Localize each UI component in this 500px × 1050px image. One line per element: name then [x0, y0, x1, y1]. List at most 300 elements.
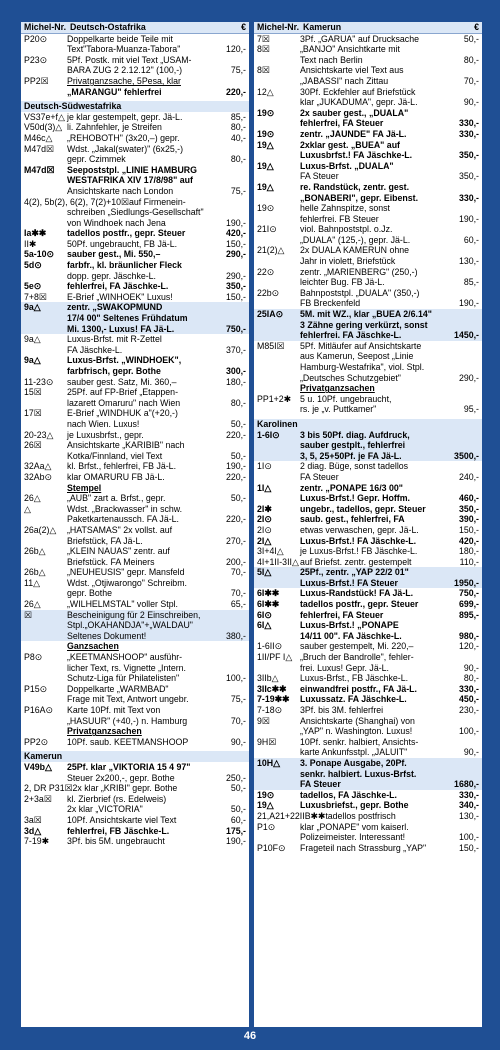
catalog-number: 7☒	[257, 33, 270, 44]
lot-description: 17/4 00" Seltenes Frühdatum	[67, 313, 188, 324]
catalog-number	[24, 419, 67, 430]
listing-row	[21, 631, 249, 642]
lot-description: BARA ZUG 2 2.12.12" (100,-)	[67, 65, 183, 76]
listing-row	[254, 373, 482, 384]
catalog-number: 26a(2)△	[24, 524, 57, 535]
catalog-number: 19△	[257, 160, 274, 171]
catalog-number: 19⊙	[257, 107, 275, 118]
catalog-number	[257, 320, 300, 331]
listing-row	[254, 641, 482, 652]
lot-description: 10Pf. senkr. halbiert, Ansichts-	[300, 736, 419, 747]
lot-description: Ansichtskarte viel Text aus	[300, 65, 404, 76]
lot-price: 220,-	[225, 86, 246, 97]
catalog-number: 7-19✱	[24, 836, 49, 847]
section-title: Karolinen	[257, 418, 298, 429]
lot-price: 100,-	[458, 726, 479, 737]
lot-description: „HATSAMAS" 2x vollst. auf	[67, 524, 173, 535]
catalog-number	[24, 175, 67, 186]
lot-description: sauber gestplt., fehlerfrei	[300, 440, 406, 451]
listing-row	[21, 610, 249, 621]
listing-row	[21, 44, 249, 55]
lot-price: 420,-	[458, 535, 479, 546]
lot-description: lazarett Omaruru" nach Wien	[67, 397, 181, 408]
catalog-number	[257, 97, 300, 108]
lot-description: „NEUHEUSIS" gepr. Mansfeld	[67, 567, 185, 578]
catalog-number	[24, 716, 67, 727]
catalog-number: 21,A21+22IIB✱✱	[257, 810, 326, 821]
listing-row	[254, 588, 482, 599]
lot-description: Luxusbrfst.! FA Jäschke-L.	[300, 150, 413, 161]
lot-price: 130,-	[458, 810, 479, 821]
catalog-number	[24, 87, 67, 98]
listing-row	[254, 599, 482, 610]
lot-price: 699,-	[458, 599, 479, 610]
listing-row	[21, 144, 249, 155]
catalog-number: 5e⊙	[24, 281, 42, 292]
catalog-number: 7-19✱✱	[257, 694, 290, 705]
listing-row	[254, 362, 482, 373]
lot-description: Wdst. „Brackwasser" in schw.	[67, 503, 183, 514]
lot-description: zentr. „JAUNDE" FA Jä-L.	[300, 128, 407, 139]
lot-description: tadellos, FA Jäschke-L.	[300, 789, 397, 800]
lot-description: „WILHELMSTAL" voller Stpl.	[67, 599, 178, 610]
listing-row	[254, 769, 482, 780]
listing-row	[254, 65, 482, 76]
listing-row	[21, 726, 249, 737]
catalog-number	[257, 150, 300, 161]
listing-row	[21, 663, 249, 674]
lot-price: 120,-	[458, 641, 479, 652]
lot-description: farbfrisch, gepr. Bothe	[67, 366, 161, 376]
listing-row	[21, 430, 249, 441]
lot-description: Luxus-Brfst.! Gepr. Hoffm.	[300, 493, 410, 504]
lot-description: 3, 5, 25+50Pf. je FA Jä-L.	[300, 450, 402, 461]
listing-row	[21, 228, 249, 239]
catalog-number: PP2⊙	[24, 736, 48, 747]
catalog-number: II✱	[24, 238, 37, 249]
catalog-number: 25IA⊙	[257, 309, 283, 320]
catalog-number	[24, 324, 67, 335]
catalog-number	[257, 362, 300, 373]
lot-description: 50Pf. ungebraucht, FB Jä-L.	[67, 238, 178, 249]
lot-description: Ansichtskarte (Shanghai) von	[300, 715, 415, 726]
listing-row	[254, 129, 482, 140]
catalog-number	[257, 193, 300, 204]
lot-description: 2 diag. Büge, sonst tadellos	[300, 461, 409, 472]
listing-row	[21, 716, 249, 727]
catalog-number	[24, 483, 67, 494]
lot-price: 190,-	[458, 213, 479, 224]
lot-description: „BANJO" Ansichtkarte mit	[300, 44, 400, 55]
listing-row	[254, 822, 482, 833]
listing-row	[21, 122, 249, 133]
catalog-number: P23⊙	[24, 54, 48, 65]
listing-row	[21, 673, 249, 684]
lot-description: Ansichtskarte „KARIBIB" nach	[67, 440, 185, 451]
lot-description: zentr. „PONAPE 16/3 00"	[300, 482, 403, 493]
catalog-number: P20⊙	[24, 33, 48, 44]
lot-price: 50,-	[230, 804, 246, 815]
lot-description: Ganzsachen	[67, 641, 119, 652]
listing-row	[254, 684, 482, 695]
lot-price: 220,-	[225, 471, 246, 482]
catalog-number	[257, 451, 300, 462]
catalog-number: 9a△	[24, 334, 41, 345]
lot-price: 300,-	[225, 366, 246, 376]
lot-price: 150,-	[225, 238, 246, 249]
lot-price: 290,-	[225, 249, 246, 260]
catalog-number	[24, 154, 67, 165]
lot-description: 3 Zähne gering verkürzt, sonst	[300, 319, 428, 330]
lot-description: 5Pf. Postk. mit viel Text „USAM-	[67, 54, 192, 65]
lot-description: saub. gest., fehlerfrei, FA	[300, 514, 405, 525]
catalog-number: 2I⊙	[257, 514, 272, 525]
lot-description: zentr. „SWAKOPMUND	[67, 302, 163, 313]
lot-description: etwas verwaschen, gepr. Jä-L.	[300, 524, 419, 535]
listing-row	[21, 815, 249, 826]
lot-description: „REHOBOTH" (3x20,–) gepr.	[67, 132, 180, 143]
catalog-number	[257, 76, 300, 87]
catalog-number: 26b△	[24, 546, 46, 557]
listing-row	[254, 440, 482, 451]
listing-row	[254, 483, 482, 494]
catalog-number	[24, 663, 67, 674]
lot-description: „AUB" zart a. Brfst., gepr.	[67, 493, 166, 504]
lot-description: „KLEIN NAUAS" zentr. auf	[67, 546, 170, 557]
catalog-number	[257, 256, 300, 267]
catalog-number	[257, 330, 300, 341]
lot-price: 3500,-	[454, 450, 479, 461]
listing-row	[254, 800, 482, 811]
catalog-number: Ia✱✱	[24, 228, 47, 239]
lot-price: 270,-	[225, 535, 246, 546]
lot-description: Bahnpoststpl. „DUALA" (350,-)	[300, 287, 420, 298]
listing-row	[21, 65, 249, 76]
lot-description: Luxus-Brfst. „WINDHOEK",	[67, 355, 182, 366]
catalog-number: M85I☒	[257, 340, 285, 351]
listing-row	[254, 182, 482, 193]
lot-description: 2x sauber gest., „DUALA"	[300, 107, 409, 118]
listing-row	[254, 214, 482, 225]
lot-description: kl. Brfst., fehlerfrei, FB Jä-L.	[67, 461, 177, 472]
lot-price: 420,-	[225, 228, 246, 239]
lot-description: 5M. mit WZ., klar „BUEA 2/6.14"	[300, 309, 432, 320]
listing-row	[254, 567, 482, 578]
lot-description: Paketkartenaussch. FA Jä-L.	[67, 514, 179, 525]
catalog-number: 9H☒	[257, 736, 277, 747]
lot-description: Doppelkarte beide Teile mit	[67, 33, 173, 44]
listing-row	[254, 256, 482, 267]
lot-description: gepr. Bothe	[67, 588, 112, 599]
catalog-number	[24, 726, 67, 737]
listing-row	[254, 203, 482, 214]
lot-price: 70,-	[230, 588, 246, 599]
lot-description: 25Pf. auf FP-Brief „Etappen-	[67, 387, 178, 398]
lot-price: 190,-	[458, 298, 479, 309]
listing-row	[21, 461, 249, 472]
listing-row	[21, 249, 249, 260]
lot-price: 250,-	[225, 772, 246, 783]
lot-description: fehlerfrei, FA Jäschke-L.	[67, 281, 169, 292]
listing-row	[21, 377, 249, 388]
catalog-number: 3a☒	[24, 814, 42, 825]
lot-description: gepr. Czimmek	[67, 154, 126, 165]
lot-price: 70,-	[230, 567, 246, 578]
listing-row	[21, 557, 249, 568]
catalog-number	[257, 631, 300, 642]
catalog-number	[24, 641, 67, 652]
listing-row	[21, 345, 249, 356]
listing-row	[21, 281, 249, 292]
lot-description: 5Pf. Mitläufer auf Ansichtskarte	[300, 340, 422, 351]
catalog-number: V50d(3)△	[24, 122, 63, 133]
lot-description: Polizeimeister. Interessant!	[300, 832, 406, 843]
listing-row	[21, 641, 249, 652]
lot-description: E-Brief „WINHOEK" Luxus!	[67, 291, 173, 302]
lot-price: 175,-	[225, 825, 246, 836]
listing-row	[254, 267, 482, 278]
listing-row	[21, 536, 249, 547]
lot-price: 70,-	[463, 75, 479, 86]
lot-description: Privatganzsache, 5Pesa, klar	[67, 75, 181, 86]
lot-description: auf Firmenein-	[128, 196, 186, 207]
lot-description: senkr. halbiert. Luxus-Brfst.	[300, 768, 417, 779]
listing-row	[21, 334, 249, 345]
listing-row	[21, 836, 249, 847]
lot-price: 290,-	[225, 270, 246, 281]
catalog-number: 12△	[257, 86, 274, 97]
listing-row	[21, 398, 249, 409]
catalog-number: 2+3a☒	[24, 793, 52, 804]
lot-description: FA Steuer	[300, 779, 341, 790]
listing-row	[254, 383, 482, 394]
lot-description: Stpl.„OKAHANDJA"+„WALDAU"	[67, 620, 193, 631]
lot-description: kl. Zierbrief (rs. Edelweis)	[67, 793, 167, 804]
lot-description: Luxussatz. FA Jäschke-L.	[300, 694, 407, 705]
lot-price: 90,-	[230, 736, 246, 747]
lot-price: 150,-	[458, 524, 479, 535]
lot-price: 90,-	[463, 662, 479, 673]
lot-description: li. Zahnfehler, je Streifen	[67, 122, 162, 133]
lot-description: 25Pf. klar „VIKTORIA 15 4 97"	[67, 761, 191, 772]
catalog-number: 8☒	[257, 65, 270, 76]
lot-description: „DUALA" (125,-), gepr. Jä-L.	[300, 234, 411, 245]
listing-row	[21, 112, 249, 123]
catalog-number: 11-23⊙	[24, 376, 54, 387]
lot-description: rs. je „v. Puttkamer"	[300, 404, 377, 415]
lot-description: WESTAFRIKA XIV 17/8/98" auf	[67, 175, 193, 186]
listing-row	[21, 207, 249, 218]
listing-row	[254, 758, 482, 769]
catalog-number: 19⊙	[257, 128, 275, 139]
lot-price: 130,-	[458, 256, 479, 267]
right-listing	[254, 34, 482, 854]
listing-row	[254, 620, 482, 631]
listing-row	[254, 298, 482, 309]
lot-price: 220,-	[225, 514, 246, 525]
listing-row	[254, 694, 482, 705]
lot-price: 290,-	[458, 372, 479, 383]
lot-price: 85,-	[463, 277, 479, 288]
lot-price: 180,-	[225, 376, 246, 387]
catalog-number	[24, 631, 67, 642]
catalog-number	[257, 171, 300, 182]
catalog-number	[24, 313, 67, 324]
listing-row	[254, 171, 482, 182]
catalog-number	[24, 557, 67, 568]
catalog-number	[24, 588, 67, 599]
listing-row	[21, 783, 249, 794]
catalog-number: 1-6I⊙	[257, 429, 280, 440]
lot-price: 75,-	[230, 694, 246, 705]
listing-row	[254, 394, 482, 405]
lot-price: 85,-	[230, 111, 246, 122]
listing-row	[21, 260, 249, 271]
catalog-number: 7-18⊙	[257, 705, 282, 715]
listing-row	[254, 288, 482, 299]
listing-row	[21, 165, 249, 176]
listing-row	[21, 355, 249, 366]
listing-row	[254, 779, 482, 790]
lot-description: 25Pf., zentr. „YAP 22/2 01"	[300, 567, 409, 578]
lot-price: 60,-	[230, 814, 246, 825]
catalog-number: 22⊙	[257, 266, 275, 277]
header-code: Michel-Nr.	[24, 22, 67, 32]
lot-price: 750,-	[458, 588, 479, 599]
lot-price: 330,-	[458, 683, 479, 694]
listing-row	[254, 514, 482, 525]
listing-row	[254, 461, 482, 472]
catalog-number: 17☒	[24, 408, 42, 419]
lot-description: 2x DUALA KAMERUN ohne	[300, 245, 410, 256]
lot-description: fehlerfrei. FB Steuer	[300, 213, 379, 224]
listing-row	[254, 843, 482, 854]
catalog-number	[257, 298, 300, 309]
listing-row	[254, 716, 482, 727]
lot-price: 350,-	[458, 503, 479, 514]
lot-price: 80,-	[230, 122, 246, 133]
catalog-number: 20-23△	[24, 429, 54, 440]
lot-description: FB Breckenfeld	[300, 298, 361, 309]
header-currency: €	[241, 22, 246, 32]
catalog-number	[257, 55, 300, 66]
lot-price: 380,-	[225, 630, 246, 641]
catalog-number: 1I⊙	[257, 461, 272, 472]
catalog-number: VS37e+f△	[24, 111, 65, 122]
catalog-number: 19△	[257, 181, 274, 192]
listing-row	[21, 773, 249, 784]
lot-description: 5 u. 10Pf. ungebraucht,	[300, 393, 392, 404]
catalog-number: 7+8☒	[24, 291, 47, 302]
lot-description: Seltenes Dokument!	[67, 630, 147, 641]
catalog-number	[24, 345, 67, 356]
lot-description: Luxus-Brfst. mit R-Zettel	[67, 334, 162, 345]
lot-description: viol. Bahnpoststpl. o.Jz.	[300, 224, 393, 235]
lot-description: Schutz-Liga für Philatelisten"	[67, 673, 180, 684]
listing-row	[254, 55, 482, 66]
lot-description: „MARANGU" fehlerfrei	[67, 86, 162, 97]
lot-price: 110,-	[459, 556, 479, 567]
listing-row	[254, 97, 482, 108]
catalog-number: P10F⊙	[257, 842, 286, 853]
listing-row	[21, 546, 249, 557]
lot-price: 350,-	[458, 150, 479, 161]
lot-price: 75,-	[230, 185, 246, 196]
lot-description: Kotka/Finnland, viel Text	[67, 450, 163, 461]
lot-description: Seepoststpl. „LINIE HAMBURG	[67, 164, 198, 175]
lot-description: „YAP" n. Washington. Luxus!	[300, 726, 413, 737]
catalog-number: 26☒	[24, 440, 42, 451]
listing-row	[21, 218, 249, 229]
catalog-number	[257, 747, 300, 758]
lot-price: 190,-	[225, 217, 246, 228]
lot-price: 895,-	[458, 609, 479, 620]
listing-row	[254, 525, 482, 536]
listing-row	[254, 610, 482, 621]
lot-description: re. Randstück, zentr. gest.	[300, 181, 410, 192]
catalog-number: P16A⊙	[24, 705, 53, 715]
catalog-number	[24, 451, 67, 462]
lot-description: 3Pf. bis 3M. fehlerfrei	[300, 705, 384, 715]
listing-row	[21, 292, 249, 303]
lot-description: Text nach Berlin	[300, 54, 363, 65]
listing-row	[21, 578, 249, 589]
lot-description: Luxusbriefst., gepr. Bothe	[300, 800, 409, 811]
listing-row	[254, 108, 482, 119]
lot-description: ungebr., tadellos, gepr. Steuer	[300, 503, 426, 514]
listing-row	[254, 790, 482, 801]
lot-description: zentr. „MARIENBERG" (250,-)	[300, 266, 418, 277]
lot-description: helle Zahnspitze, sonst	[300, 203, 390, 214]
lot-description: sauber gest., Mi. 550,–	[67, 249, 161, 260]
listing-row	[254, 811, 482, 822]
lot-description: Briefstück, FA Jä-L.	[67, 535, 143, 546]
catalog-number: 32Ab⊙	[24, 471, 52, 482]
listing-row	[21, 472, 249, 483]
catalog-number	[24, 44, 67, 55]
lot-description: Stempel	[67, 482, 102, 493]
lot-price: 100,-	[225, 673, 246, 684]
lot-price: 330,-	[458, 128, 479, 139]
catalog-number: 5I△	[257, 567, 272, 578]
lot-price: 120,-	[225, 44, 246, 55]
lot-description: leichter Bug. FB Jä-L.	[300, 277, 385, 288]
lot-price: 150,-	[225, 291, 246, 302]
catalog-number	[257, 235, 300, 246]
catalog-number	[24, 366, 67, 377]
listing-row	[254, 320, 482, 331]
lot-price: 40,-	[230, 132, 246, 143]
catalog-number: V49b△	[24, 761, 52, 772]
section-title: Kamerun	[24, 751, 63, 762]
lot-price: 75,-	[230, 65, 246, 76]
lot-price: 1680,-	[454, 779, 479, 790]
lot-price: 390,-	[458, 514, 479, 525]
lot-description: je Luxus-Brfst.! FB Jäschke-L.	[300, 546, 418, 557]
listing-row	[21, 504, 249, 515]
listing-row	[21, 705, 249, 716]
listing-row	[254, 578, 482, 589]
lot-price: 50,-	[230, 783, 246, 794]
lot-description: fehlerfrei. FA Jäschke-L.	[300, 330, 402, 341]
catalog-number: 26△	[24, 599, 41, 610]
lot-description: FA Steuer	[300, 171, 339, 182]
catalog-number	[257, 493, 300, 504]
lot-description: tadellos postfr., gepr. Steuer	[67, 228, 186, 239]
lot-price: 180,-	[458, 546, 479, 557]
listing-row	[21, 154, 249, 165]
catalog-number	[257, 404, 300, 415]
